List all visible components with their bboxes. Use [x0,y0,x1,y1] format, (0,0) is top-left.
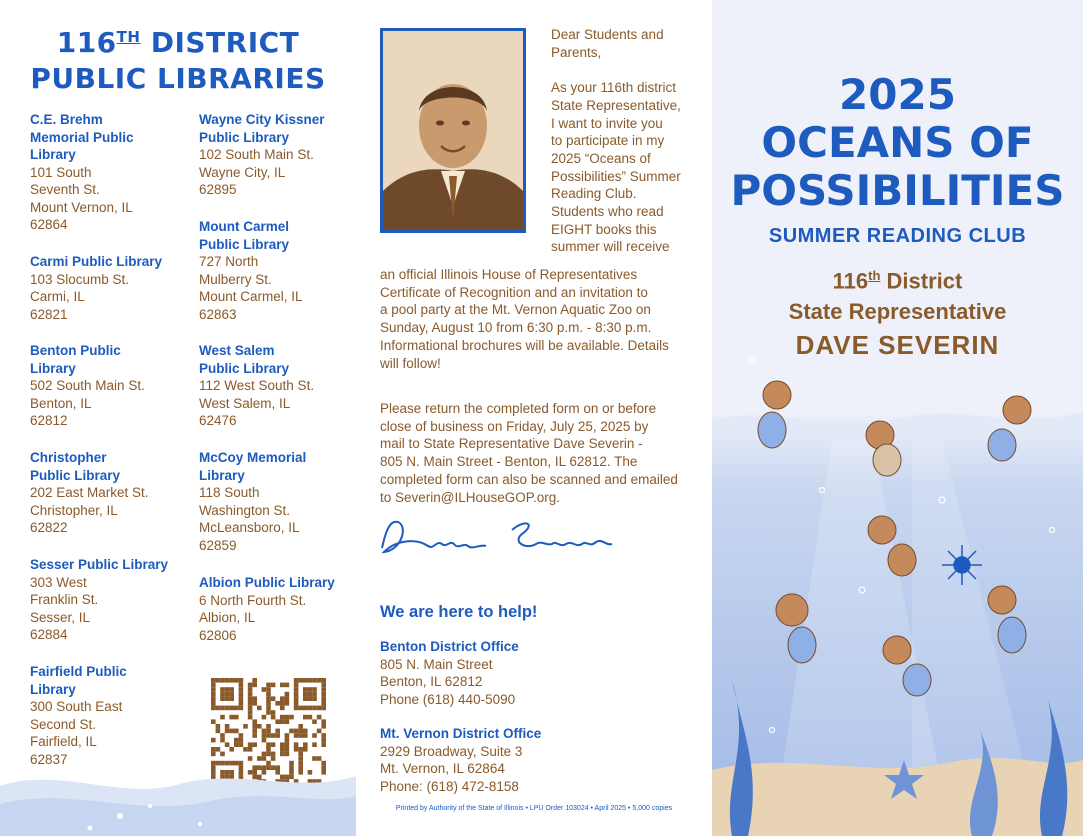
library-address-line: Albion, IL [199,610,256,625]
library-name-line: West Salem [199,343,275,358]
letter-line: Please return the completed form on or before [380,401,657,416]
library-entry [30,556,168,644]
library-address-line: 62476 [199,413,237,428]
letter-return-info [380,400,678,506]
library-address-line: 112 West South St. [199,378,315,393]
library-name-line: McCoy Memorial [199,450,307,465]
letter-line [551,61,681,79]
office-address-line: Mt. Vernon, IL 62864 [380,761,505,776]
library-address-line: 62859 [199,537,237,553]
letter-line: EIGHT books this [551,221,657,237]
office-name: Benton District Office [380,639,519,654]
library-address-line: Benton, IL [30,395,92,411]
library-entry [30,449,149,537]
library-entry [30,342,145,430]
rep-name: DAVE SEVERIN [795,330,1000,360]
representative-photo [380,28,526,233]
library-entry [199,111,325,199]
program-year: 2025 [839,70,956,119]
letter-line: Certificate of Recognition and an invitation to [380,284,648,300]
letter-line: to participate in my [551,133,665,149]
letter-line: 2025 “Oceans of [551,150,651,166]
office-address-line: 2929 Broadway, Suite 3 [380,743,523,759]
office-name: Mt. Vernon District Office [380,726,542,741]
library-address-line: West Salem, IL [199,395,291,411]
library-address-line: 727 North [199,254,259,269]
library-address-line: Second St. [30,716,97,732]
district-label: 116th District [832,268,963,294]
library-address-line: 62821 [30,306,68,322]
library-address-line: 502 South Main St. [30,378,145,393]
library-address-line: Fairfield, IL [30,734,97,749]
letter-line: a pool party at the Mt. Vernon Aquatic Zoo on [380,302,651,318]
letter-line: Students who read [551,204,664,220]
letter-line: Sunday, August 10 from 6:30 p.m. - 8:30 p.m. [380,320,652,336]
library-name-line: Library [30,360,76,376]
library-name-line: Christopher [30,450,107,465]
waves-decoration [0,746,356,836]
letter-line: close of business on Friday, July 25, 2025 by [380,418,649,434]
program-subtitle: SUMMER READING CLUB [768,225,1027,247]
library-name-line: Memorial Public [30,129,134,145]
library-address-line: Mount Carmel, IL [199,289,303,304]
library-entry [199,342,314,430]
library-address-line: 118 South [199,485,260,500]
library-address-line: 62864 [30,217,68,232]
library-address-line: Seventh St. [30,182,100,197]
library-name-line: Albion Public Library [199,575,335,590]
district-office [380,725,541,795]
library-address-line: 62837 [30,751,68,767]
help-heading: We are here to help! [380,603,538,621]
letter-line: Informational brochures will be available. Details [380,337,669,353]
print-authority-note: Printed by Authority of the State of Illinois • LPU Order 103024 • April 2025 • 5,000 copies [395,805,673,812]
library-name-line: Benton Public [30,343,121,358]
library-address-line: Carmi, IL [30,289,85,304]
library-address-line: Sesser, IL [30,609,91,625]
library-name-line: C.E. Brehm [30,112,103,127]
library-address-line: Mulberry St. [199,271,272,287]
library-address-line: Wayne City, IL [199,164,286,180]
letter-intro [551,26,681,256]
letter-line: State Representative, [551,97,681,113]
library-name-line: Library [30,681,76,697]
library-address-line: 62812 [30,413,68,428]
library-address-line: 6 North Fourth St. [199,592,307,608]
library-name-line: Library [199,467,245,483]
library-address-line: 62884 [30,627,68,642]
letter-line: Dear Students and [551,27,664,42]
library-name-line: Public Library [199,236,290,252]
library-address-line: 202 East Market St. [30,485,149,500]
letter-line: mail to State Representative Dave Severin - [380,436,643,452]
cover-panel [712,0,1083,836]
rep-title: State Representative [788,299,1007,324]
library-address-line: Mount Vernon, IL [30,199,133,215]
library-address-line: McLeansboro, IL [199,520,300,535]
library-address-line: 103 Slocumb St. [30,271,130,287]
library-entry [30,253,162,323]
letter-line: completed form can also be scanned and emailed [380,471,678,487]
library-name-line: Public Library [30,467,121,483]
letter-line: Parents, [551,44,602,60]
libraries-panel [0,0,356,836]
underwater-illustration [712,350,1083,836]
office-address-line: 805 N. Main Street [380,656,493,672]
libraries-title-line2: PUBLIC LIBRARIES [30,62,326,95]
library-name-line: Carmi Public Library [30,254,163,269]
library-address-line: Christopher, IL [30,502,118,518]
program-title-line1: OCEANS OF [761,118,1034,167]
library-name-line: Sesser Public Library [30,557,169,572]
signature [376,510,616,560]
office-address-line: Benton, IL 62812 [380,674,483,689]
library-address-line: 102 South Main St. [199,147,314,162]
letter-line: summer will receive [551,239,670,255]
library-address-line: Washington St. [199,502,291,518]
letter-line: Possibilities” Summer [551,168,681,184]
library-address-line: 62806 [199,627,237,643]
office-address-line: Phone (618) 440-5090 [380,691,516,707]
letter-line: As your 116th district [551,80,677,96]
library-name-line: Library [30,147,76,162]
library-name-line: Mount Carmel [199,219,290,234]
library-name-line: Fairfield Public [30,664,127,679]
library-entry [199,218,303,323]
letter-line: I want to invite you [551,115,663,131]
letter-line: an official Illinois House of Representatives [380,267,638,282]
library-entry [199,449,306,554]
letter-line: to Severin@ILHouseGOP.org. [380,489,561,505]
library-entry [199,574,335,644]
letter-panel [356,0,712,836]
library-name-line: Public Library [199,129,290,145]
program-title-line2: POSSIBILITIES [730,166,1065,215]
letter-line: 805 N. Main Street - Benton, IL 62812. The [380,454,638,470]
library-address-line: Franklin St. [30,592,99,607]
library-address-line: 300 South East [30,699,123,714]
library-address-line: 62895 [199,182,237,197]
library-name-line: Wayne City Kissner [199,112,325,127]
district-office [380,638,519,708]
libraries-title-line1: 116TH DISTRICT [56,26,300,59]
library-address-line: 101 South [30,164,92,180]
letter-line: will follow! [380,355,441,371]
office-address-line: Phone: (618) 472-8158 [380,778,519,794]
library-address-line: 62863 [199,306,237,322]
library-name-line: Public Library [199,360,290,376]
letter-body [380,266,669,372]
library-address-line: 303 West [30,574,87,590]
library-entry [30,111,134,234]
library-address-line: 62822 [30,520,68,535]
letter-line: Reading Club. [551,186,637,202]
